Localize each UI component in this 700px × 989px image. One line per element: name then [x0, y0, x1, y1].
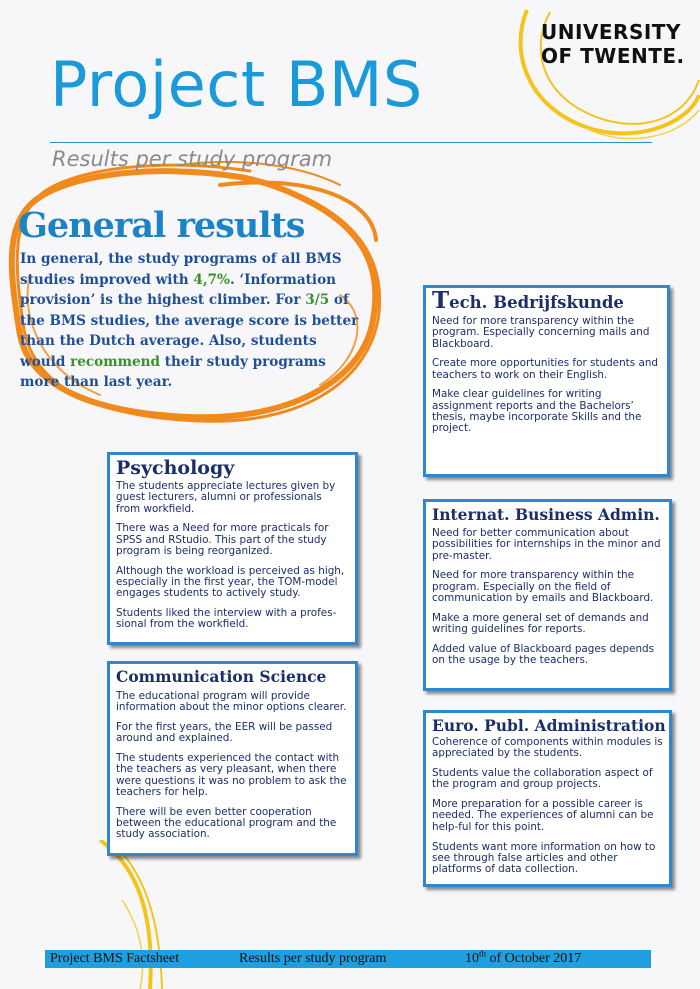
title-divider — [50, 142, 652, 143]
box-title-initial: T — [432, 287, 450, 314]
box-title: Psychology — [116, 457, 235, 479]
footer-date-day: 10 — [465, 951, 479, 966]
page-subtitle: Results per study program — [52, 147, 333, 171]
gr-text-part: their study programs more than last year. — [20, 353, 326, 390]
gr-text-part: . ‘Information provision’ is the highest climber. For — [20, 271, 337, 308]
box-communication-science — [107, 661, 358, 856]
footer-date — [465, 950, 581, 968]
box-item: Need for more transparency within the program. Especially concerning mails and Blackboard. — [432, 315, 650, 350]
box-item: Need for more transparency within the program. Especially on the field of communication by emails and Blackboard. — [432, 569, 654, 604]
gr-highlight-recommend: recommend — [70, 353, 161, 370]
university-logo — [541, 20, 685, 68]
box-item: Make clear guidelines for writing assignment reports and the Bachelors’ thesis, maybe incorporate Skills and the project. — [432, 388, 642, 435]
box-item: Students liked the interview with a profes-sional from the workfield. — [116, 607, 337, 631]
box-title: Euro. Publ. Administration — [432, 716, 666, 735]
box-item: Although the workload is perceived as high, especially in the first year, the TOM-model engages students to actively study. — [116, 564, 345, 600]
box-title: Communication Science — [116, 667, 327, 686]
page-title: Project BMS — [50, 48, 423, 121]
box-item: For the first years, the EER will be passed around and explained. — [116, 721, 333, 745]
general-results-text — [20, 249, 365, 393]
general-results-heading: General results — [18, 205, 305, 246]
box-item: Make a more general set of demands and writing guidelines for reports. — [432, 611, 649, 636]
box-title-rest: ech. Bedrijfskunde — [449, 293, 624, 312]
box-item: Create more opportunities for students and teachers to work on their English. — [432, 357, 659, 381]
footer-date-suffix: th — [479, 948, 487, 959]
box-item: The educational program will provide information about the minor options clearer. — [116, 690, 347, 714]
box-item: Added value of Blackboard pages depends on the usage by the teachers. — [432, 642, 655, 667]
footer-center: Results per study program — [239, 951, 387, 966]
box-item: There will be even better cooperation between the educational program and the study association. — [116, 805, 337, 841]
footer-left: Project BMS Factsheet — [50, 951, 180, 966]
box-tech-bedrijfskunde — [423, 285, 670, 477]
box-item: Coherence of components within modules is appreciated by the students. — [432, 736, 663, 760]
box-item: The students experienced the contact with the teachers as very pleasant, when there were questions it was no problem to ask the teachers for help. — [116, 752, 347, 799]
box-title: Internat. Business Admin. — [432, 505, 660, 524]
box-item: Students value the collaboration aspect of the program and group projects. — [432, 767, 653, 791]
footer-bar — [45, 950, 651, 968]
gr-text-part: of the BMS studies, the average score is better than the Dutch average. Also, students would — [20, 292, 359, 370]
gr-highlight-fraction: 3/5 — [305, 292, 330, 308]
box-item: Need for better communication about possibilities for internships in the minor and pre-master. — [432, 527, 661, 562]
gr-highlight-percentage: 4,7% — [193, 271, 230, 288]
footer-date-rest: of October 2017 — [486, 951, 582, 966]
box-public-administration — [423, 710, 672, 887]
gr-text-part: In general, the study programs of all BMS studies improved with — [20, 251, 342, 288]
logo-line-1: UNIVERSITY — [541, 20, 681, 44]
box-item: There was a Need for more practicals for SPSS and RStudio. This part of the study program is being reorganized. — [116, 522, 329, 557]
box-title — [432, 287, 661, 314]
box-item: Students want more information on how to see through false articles and other platforms of data collection. — [432, 840, 656, 876]
box-item: The students appreciate lectures given by guest lecturers, alumni or professionals from workfield. — [116, 480, 336, 515]
box-international-business — [423, 499, 672, 691]
box-item: More preparation for a possible career is needed. The experiences of alumni can be help-ful for this point. — [432, 798, 654, 833]
logo-line-2: OF TWENTE. — [541, 44, 685, 68]
box-psychology — [107, 452, 358, 645]
